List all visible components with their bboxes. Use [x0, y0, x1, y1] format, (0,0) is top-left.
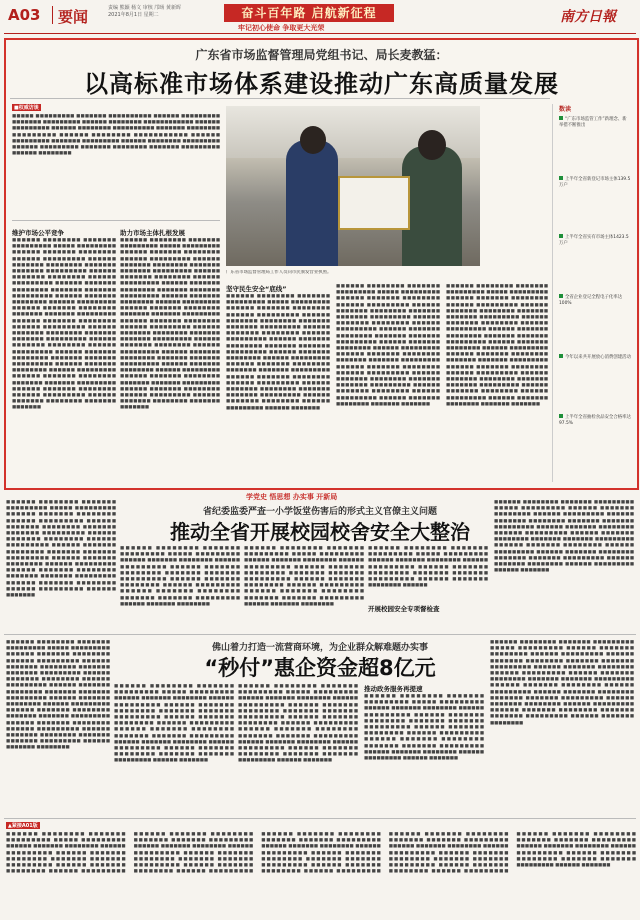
photo-citizen-head: [418, 130, 446, 160]
article3-body-column: ■■■■■■ ■■■■■■■■ ■■■■■■■ ■■■■■■■■■ ■■■■■ ■■■■■■■■■ ■■■■■■ ■■■■■■■ ■■■■■■■■ ■■■■■■ ■■■■■■■■■ ■■■■■■ ■■■■■■■ ■■■■■■■■ ■■■■■■■ ■■■■■■■ ■■■■■■■■■ ■■■■■■ ■■■■■■■ ■■■■■■■■ ■■■■■■ ■■■■■■■■■ ■■■■■■ ■■■■■■■ ■■■■■■■■ ■■■■■■■ ■■■■■■■ ■■■■■■■■■ ■■■■■■ ■■■■■■■ ■■■■■■■■ ■■■■■■ ■■■■■■■■■ ■■■■■■ ■■■■■■■ ■■■■■■■■ ■■■■■■■ ■■■■■■■ ■■■■■■■■■ ■■■■■■ ■■■■■■■: [114, 684, 234, 764]
photo-officer-head: [300, 126, 326, 154]
lead-photo: [226, 106, 480, 266]
lead-kicker: 广东省市场监督管理局党组书记、局长麦教猛：: [195, 48, 448, 62]
article3-body-column: ■■■■■■ ■■■■■■■■ ■■■■■■■ ■■■■■■■■■ ■■■■■ ■■■■■■■■■ ■■■■■■ ■■■■■■■ ■■■■■■■■ ■■■■■■ ■■■■■■■■■ ■■■■■■ ■■■■■■■ ■■■■■■■■ ■■■■■■■ ■■■■■■■ ■■■■■■■■■ ■■■■■■ ■■■■■■■ ■■■■■■■■ ■■■■■■ ■■■■■■■■■ ■■■■■■ ■■■■■■■ ■■■■■■■■ ■■■■■■■ ■■■■■■■ ■■■■■■■■■ ■■■■■■ ■■■■■■■ ■■■■■■■■ ■■■■■■ ■■■■■■■■■ ■■■■■■ ■■■■■■■: [364, 694, 484, 762]
bullet-icon: [559, 354, 563, 358]
lead-intro-text: ■■■■■ ■■■■■■■■■ ■■■■■■■ ■■■■■■■■■■ ■■■■■■ ■■■■■■■■■ ■■■■■■■ ■■■■■■■■■ ■■■■■■ ■■■■■■■■ ■■■■■■■■■■■■ ■■■■■■ ■■■■■■■■■ ■■■■■■ ■■■■■■■■ ■■■■■■■■■■ ■■■■■■■ ■■■■■■■■ ■■■■■■■■■ ■■■■■■ ■■■■■■■■ ■■■■■■■■■■■ ■■■■■■ ■■■■■■■■■ ■■■■■■■ ■■■■■■■■■ ■■■■■■ ■■■■■■■■ ■■■■■■■■■ ■■■■■■ ■■■■■■■■■ ■■■■■■■ ■■■■■■■■ ■■■■■■■ ■■■■■■■■■ ■■■■■■ ■■■■■■■■: [12, 114, 220, 157]
masthead-rule: [4, 33, 636, 34]
article3-headline: “秒付”惠企资金超8亿元: [204, 656, 436, 680]
bullet-icon: [559, 116, 563, 120]
bullet-icon: [559, 414, 563, 418]
data-sidebar: [552, 104, 633, 482]
campaign-banner: 奋斗百年路 启航新征程: [224, 4, 394, 22]
article3-left-column: ■■■■■■ ■■■■■■■■ ■■■■■■■ ■■■■■■■■■ ■■■■■ ■■■■■■■■■ ■■■■■■ ■■■■■■■ ■■■■■■■■ ■■■■■■ ■■■■■■■■■ ■■■■■■ ■■■■■■■ ■■■■■■■■ ■■■■■■■ ■■■■■■■ ■■■■■■■■■ ■■■■■■ ■■■■■■■ ■■■■■■■■ ■■■■■■ ■■■■■■■■■ ■■■■■■ ■■■■■■■ ■■■■■■■■ ■■■■■■■ ■■■■■■■ ■■■■■■■■■ ■■■■■■ ■■■■■■■ ■■■■■■■■ ■■■■■■ ■■■■■■■■■ ■■■■■■ ■■■■■■■ ■■■■■■■■ ■■■■■■■ ■■■■■■■ ■■■■■■■■■ ■■■■■■ ■■■■■■■ ■■■■■■■■ ■■■■■■ ■■■■■■■■■ ■■■■■■ ■■■■■■■ ■■■■■■■■ ■■■■■■■ ■■■■■■■ ■■■■■■■■■ ■■■■■■ ■■■■■■■ ■■■■■■■■: [6, 640, 110, 751]
article2-subheading: 开展校园安全专项督检查: [368, 605, 440, 613]
headline-rule: [10, 98, 550, 99]
masthead-meta: [108, 5, 181, 19]
sidebar-item: 上半年全省抽检食品安全合格率达97.5%: [559, 415, 631, 426]
article2-right-column: ■■■■■■ ■■■■■■■■ ■■■■■■■ ■■■■■■■■■ ■■■■■ ■■■■■■■■■ ■■■■■■ ■■■■■■■ ■■■■■■■■ ■■■■■■ ■■■■■■■■■ ■■■■■■ ■■■■■■■ ■■■■■■■■ ■■■■■■■ ■■■■■■■ ■■■■■■■■■ ■■■■■■ ■■■■■■■ ■■■■■■■■ ■■■■■■ ■■■■■■■■■ ■■■■■■ ■■■■■■■ ■■■■■■■■ ■■■■■■■ ■■■■■■■ ■■■■■■■■■ ■■■■■■ ■■■■■■■ ■■■■■■■■ ■■■■■■ ■■■■■■■■■ ■■■■■■ ■■■■■■■ ■■■■■■■■ ■■■■■■■ ■■■■■■■ ■■■■■■■■■ ■■■■■■ ■■■■■■■ ■■■■■■■■ ■■■■■■ ■■■■■■■■■ ■■■■■■ ■■■■■■■: [494, 500, 634, 574]
article3-kicker: 佛山着力打造一流营商环境，为企业群众解难题办实事: [211, 643, 428, 653]
subheading-fair-competition: 维护市场公平竞争: [12, 229, 64, 237]
intro-rule: [12, 220, 220, 221]
subheading-safety-bottom-line: 坚守民生安全“底线”: [226, 285, 287, 293]
campaign-slogan: 牢记初心使命 争取更大光荣: [238, 24, 325, 32]
sidebar-item: 上半年全省实有市场主体1423.5万户: [559, 235, 629, 246]
lead-article: [4, 38, 639, 490]
lead-body-column: ■■■■■■ ■■■■■■■■ ■■■■■■■ ■■■■■■■■■ ■■■■■ ■■■■■■■■■ ■■■■■■ ■■■■■■■ ■■■■■■■■ ■■■■■■ ■■■■■■■■■ ■■■■■■ ■■■■■■■ ■■■■■■■■ ■■■■■■■ ■■■■■■■ ■■■■■■■■■ ■■■■■■ ■■■■■■■ ■■■■■■■■ ■■■■■■ ■■■■■■■■■ ■■■■■■ ■■■■■■■ ■■■■■■■■ ■■■■■■■ ■■■■■■■ ■■■■■■■■■ ■■■■■■ ■■■■■■■ ■■■■■■■■ ■■■■■■ ■■■■■■■■■ ■■■■■■ ■■■■■■■ ■■■■■■■■ ■■■■■■■ ■■■■■■■ ■■■■■■■■■ ■■■■■■ ■■■■■■■ ■■■■■■■■ ■■■■■■ ■■■■■■■■■ ■■■■■■ ■■■■■■■ ■■■■■■■■ ■■■■■■■ ■■■■■■■ ■■■■■■■■■ ■■■■■■ ■■■■■■■ ■■■■■■■■ ■■■■■■ ■■■■■■■■■ ■■■■■■ ■■■■■■■: [226, 294, 330, 411]
sidebar-item: 今年以来共开展放心消费创建活动: [559, 354, 631, 408]
article2-left-column: ■■■■■■ ■■■■■■■■ ■■■■■■■ ■■■■■■■■■ ■■■■■ ■■■■■■■■■ ■■■■■■ ■■■■■■■ ■■■■■■■■ ■■■■■■ ■■■■■■■■■ ■■■■■■ ■■■■■■■ ■■■■■■■■ ■■■■■■■ ■■■■■■■ ■■■■■■■■■ ■■■■■■ ■■■■■■■ ■■■■■■■■ ■■■■■■ ■■■■■■■■■ ■■■■■■ ■■■■■■■ ■■■■■■■■ ■■■■■■■ ■■■■■■■ ■■■■■■■■■ ■■■■■■ ■■■■■■■ ■■■■■■■■ ■■■■■■ ■■■■■■■■■ ■■■■■■ ■■■■■■■ ■■■■■■■■ ■■■■■■■ ■■■■■■■ ■■■■■■■■■ ■■■■■■ ■■■■■■■ ■■■■■■■■ ■■■■■■ ■■■■■■■■■ ■■■■■■ ■■■■■■■: [6, 500, 116, 599]
sidebar-item: 全省企业登记全程电子化率达100%: [559, 295, 623, 306]
interview-tag: ■权威访谈: [14, 105, 39, 111]
article2-headline: 推动全省开展校园校舍安全大整治: [170, 520, 470, 544]
masthead-divider: [52, 6, 53, 24]
lead-body-column: ■■■■■■ ■■■■■■■■ ■■■■■■■ ■■■■■■■■■ ■■■■■ ■■■■■■■■■ ■■■■■■ ■■■■■■■ ■■■■■■■■ ■■■■■■ ■■■■■■■■■ ■■■■■■ ■■■■■■■ ■■■■■■■■ ■■■■■■■ ■■■■■■■ ■■■■■■■■■ ■■■■■■ ■■■■■■■ ■■■■■■■■ ■■■■■■ ■■■■■■■■■ ■■■■■■ ■■■■■■■ ■■■■■■■■ ■■■■■■■ ■■■■■■■ ■■■■■■■■■ ■■■■■■ ■■■■■■■ ■■■■■■■■ ■■■■■■ ■■■■■■■■■ ■■■■■■ ■■■■■■■ ■■■■■■■■ ■■■■■■■ ■■■■■■■ ■■■■■■■■■ ■■■■■■ ■■■■■■■ ■■■■■■■■ ■■■■■■ ■■■■■■■■■ ■■■■■■ ■■■■■■■ ■■■■■■■■ ■■■■■■■ ■■■■■■■ ■■■■■■■■■ ■■■■■■ ■■■■■■■ ■■■■■■■■ ■■■■■■ ■■■■■■■■■ ■■■■■■ ■■■■■■■ ■■■■■■■■ ■■■■■■■ ■■■■■■■: [446, 284, 548, 407]
photo-citizen-figure: [402, 146, 462, 266]
photo-officer-figure: [286, 140, 338, 266]
bullet-icon: [559, 234, 563, 238]
bullet-icon: [559, 176, 563, 180]
article2-body-column: ■■■■■■ ■■■■■■■■ ■■■■■■■ ■■■■■■■■■ ■■■■■ ■■■■■■■■■ ■■■■■■ ■■■■■■■ ■■■■■■■■ ■■■■■■ ■■■■■■■■■ ■■■■■■ ■■■■■■■ ■■■■■■■■ ■■■■■■■ ■■■■■■■ ■■■■■■■■■ ■■■■■■ ■■■■■■■ ■■■■■■■■ ■■■■■■ ■■■■■■■■■ ■■■■■■ ■■■■■■■ ■■■■■■■■ ■■■■■■■ ■■■■■■■ ■■■■■■■■■ ■■■■■■ ■■■■■■■ ■■■■■■■■: [244, 546, 364, 607]
article3-body-column: ■■■■■■ ■■■■■■■■ ■■■■■■■ ■■■■■■■■■ ■■■■■ ■■■■■■■■■ ■■■■■■ ■■■■■■■ ■■■■■■■■ ■■■■■■ ■■■■■■■■■ ■■■■■■ ■■■■■■■ ■■■■■■■■ ■■■■■■■ ■■■■■■■ ■■■■■■■■■ ■■■■■■ ■■■■■■■ ■■■■■■■■ ■■■■■■ ■■■■■■■■■ ■■■■■■ ■■■■■■■ ■■■■■■■■ ■■■■■■■ ■■■■■■■ ■■■■■■■■■ ■■■■■■ ■■■■■■■ ■■■■■■■■ ■■■■■■ ■■■■■■■■■ ■■■■■■ ■■■■■■■ ■■■■■■■■ ■■■■■■■ ■■■■■■■ ■■■■■■■■■ ■■■■■■ ■■■■■■■: [238, 684, 358, 764]
newspaper-logo: 南方日報: [560, 9, 616, 25]
section-name: 要闻: [58, 8, 89, 26]
photo-business-license: [338, 176, 410, 230]
sidebar-title: 数读: [559, 106, 572, 113]
lead-body-column: ■■■■■■ ■■■■■■■■ ■■■■■■■ ■■■■■■■■■ ■■■■■ ■■■■■■■■■ ■■■■■■ ■■■■■■■ ■■■■■■■■ ■■■■■■ ■■■■■■■■■ ■■■■■■ ■■■■■■■ ■■■■■■■■ ■■■■■■■ ■■■■■■■ ■■■■■■■■■ ■■■■■■ ■■■■■■■ ■■■■■■■■ ■■■■■■ ■■■■■■■■■ ■■■■■■ ■■■■■■■ ■■■■■■■■ ■■■■■■■ ■■■■■■■ ■■■■■■■■■ ■■■■■■ ■■■■■■■ ■■■■■■■■ ■■■■■■ ■■■■■■■■■ ■■■■■■ ■■■■■■■ ■■■■■■■■ ■■■■■■■ ■■■■■■■ ■■■■■■■■■ ■■■■■■ ■■■■■■■ ■■■■■■■■ ■■■■■■ ■■■■■■■■■ ■■■■■■ ■■■■■■■ ■■■■■■■■ ■■■■■■■ ■■■■■■■ ■■■■■■■■■ ■■■■■■ ■■■■■■■ ■■■■■■■■ ■■■■■■ ■■■■■■■■■ ■■■■■■ ■■■■■■■ ■■■■■■■■ ■■■■■■■ ■■■■■■■: [336, 284, 440, 407]
article2-kicker: 省纪委监委严查一小学饭堂伤害后的形式主义官僚主义问题: [202, 507, 437, 517]
article3-right-column: ■■■■■■ ■■■■■■■■ ■■■■■■■ ■■■■■■■■■ ■■■■■ ■■■■■■■■■ ■■■■■■ ■■■■■■■ ■■■■■■■■ ■■■■■■ ■■■■■■■■■ ■■■■■■ ■■■■■■■ ■■■■■■■■ ■■■■■■■ ■■■■■■■ ■■■■■■■■■ ■■■■■■ ■■■■■■■ ■■■■■■■■ ■■■■■■ ■■■■■■■■■ ■■■■■■ ■■■■■■■ ■■■■■■■■ ■■■■■■■ ■■■■■■■ ■■■■■■■■■ ■■■■■■ ■■■■■■■ ■■■■■■■■ ■■■■■■ ■■■■■■■■■ ■■■■■■ ■■■■■■■ ■■■■■■■■ ■■■■■■■ ■■■■■■■ ■■■■■■■■■ ■■■■■■ ■■■■■■■ ■■■■■■■■ ■■■■■■ ■■■■■■■■■ ■■■■■■ ■■■■■■■ ■■■■■■■■ ■■■■■■■ ■■■■■■■ ■■■■■■■■■ ■■■■■■ ■■■■■■■ ■■■■■■■■: [490, 640, 634, 726]
bullet-icon: [559, 294, 563, 298]
party-history-strip: 学党史 悟思想 办实事 开新局: [246, 493, 338, 501]
article3-subheading: 推动政务服务再提速: [364, 685, 423, 693]
subheading-market-entities: 助力市场主体扎根发展: [120, 229, 185, 237]
lead-headline: 以高标准市场体系建设推动广东高质量发展: [84, 70, 559, 98]
photo-caption: 广东省市场监督管理局工作人员向市民颁发营业执照。: [226, 270, 332, 275]
continuation-text: ■■■■■■ ■■■■■■■■ ■■■■■■■ ■■■■■■■■■ ■■■■■ ■■■■■■■■■ ■■■■■■ ■■■■■■■ ■■■■■■■■ ■■■■■■ ■■■■■■■■■ ■■■■■■ ■■■■■■■ ■■■■■■■■ ■■■■■■■ ■■■■■■■ ■■■■■■■■■ ■■■■■■ ■■■■■■■ ■■■■■■■■ ■■■■■■ ■■■■■■■■■ ■■■■■■ ■■■■■■■ ■■■■■■■■ ■■■■■■■ ■■■■■■■ ■■■■■■■■■ ■■■■■■ ■■■■■■■ ■■■■■■■■ ■■■■■■ ■■■■■■■■■ ■■■■■■ ■■■■■■■ ■■■■■■■■ ■■■■■■■ ■■■■■■■ ■■■■■■■■■ ■■■■■■ ■■■■■■■ ■■■■■■■■ ■■■■■■ ■■■■■■■■■ ■■■■■■ ■■■■■■■ ■■■■■■■■ ■■■■■■■ ■■■■■■■ ■■■■■■■■■ ■■■■■■ ■■■■■■■ ■■■■■■■■ ■■■■■■ ■■■■■■■■■ ■■■■■■ ■■■■■■■ ■■■■■■■■ ■■■■■■■ ■■■■■■■ ■■■■■■■■■ ■■■■■■ ■■■■■■■ ■■■■■■■■ ■■■■■■ ■■■■■■■■■ ■■■■■■ ■■■■■■■ ■■■■■■■■ ■■■■■■■ ■■■■■■■ ■■■■■■■■■ ■■■■■■ ■■■■■■■ ■■■■■■■■ ■■■■■■ ■■■■■■■■■ ■■■■■■ ■■■■■■■ ■■■■■■■■ ■■■■■■■ ■■■■■■■ ■■■■■■■■■ ■■■■■■ ■■■■■■■ ■■■■■■■■ ■■■■■■ ■■■■■■■■■ ■■■■■■ ■■■■■■■ ■■■■■■■■ ■■■■■■■ ■■■■■■■ ■■■■■■■■■ ■■■■■■ ■■■■■■■ ■■■■■■■■ ■■■■■■ ■■■■■■■■■ ■■■■■■ ■■■■■■■ ■■■■■■■■ ■■■■■■■ ■■■■■■■ ■■■■■■■■■ ■■■■■■ ■■■■■■■: [6, 832, 636, 875]
sidebar-item: 上半年全省新登记市场主体139.5万户: [559, 177, 631, 188]
article2-body-column: ■■■■■■ ■■■■■■■■ ■■■■■■■ ■■■■■■■■■ ■■■■■ ■■■■■■■■■ ■■■■■■ ■■■■■■■ ■■■■■■■■ ■■■■■■ ■■■■■■■■■ ■■■■■■ ■■■■■■■ ■■■■■■■■ ■■■■■■■ ■■■■■■■ ■■■■■■■■■ ■■■■■■ ■■■■■■■ ■■■■■■■■ ■■■■■■: [368, 546, 488, 589]
meta-date: 2021年8月1日 星期二: [108, 12, 159, 18]
sidebar-item: “广东市场监管工作”新理念、新举措不断推出: [559, 117, 627, 128]
lead-body-column: ■■■■■■ ■■■■■■■■ ■■■■■■■ ■■■■■■■■■ ■■■■■ ■■■■■■■■■ ■■■■■■ ■■■■■■■ ■■■■■■■■ ■■■■■■ ■■■■■■■■■ ■■■■■■ ■■■■■■■ ■■■■■■■■ ■■■■■■■ ■■■■■■■ ■■■■■■■■■ ■■■■■■ ■■■■■■■ ■■■■■■■■ ■■■■■■ ■■■■■■■■■ ■■■■■■ ■■■■■■■ ■■■■■■■■ ■■■■■■■ ■■■■■■■ ■■■■■■■■■ ■■■■■■ ■■■■■■■ ■■■■■■■■ ■■■■■■ ■■■■■■■■■ ■■■■■■ ■■■■■■■ ■■■■■■■■ ■■■■■■■ ■■■■■■■ ■■■■■■■■■ ■■■■■■ ■■■■■■■ ■■■■■■■■ ■■■■■■ ■■■■■■■■■ ■■■■■■ ■■■■■■■ ■■■■■■■■ ■■■■■■■ ■■■■■■■ ■■■■■■■■■ ■■■■■■ ■■■■■■■ ■■■■■■■■ ■■■■■■ ■■■■■■■■■ ■■■■■■ ■■■■■■■ ■■■■■■■■ ■■■■■■■ ■■■■■■■ ■■■■■■■■■ ■■■■■■ ■■■■■■■ ■■■■■■■■ ■■■■■■ ■■■■■■■■■ ■■■■■■ ■■■■■■■ ■■■■■■■■ ■■■■■■■ ■■■■■■■ ■■■■■■■■■ ■■■■■■ ■■■■■■■ ■■■■■■■■ ■■■■■■ ■■■■■■■■■ ■■■■■■ ■■■■■■■ ■■■■■■■■ ■■■■■■■ ■■■■■■■: [12, 238, 116, 411]
continued-tag: ▲紧接A01版: [8, 823, 38, 829]
bottom-divider: [4, 818, 636, 819]
page-code: A03: [8, 6, 41, 24]
article2-body-column: ■■■■■■ ■■■■■■■■ ■■■■■■■ ■■■■■■■■■ ■■■■■ ■■■■■■■■■ ■■■■■■ ■■■■■■■ ■■■■■■■■ ■■■■■■ ■■■■■■■■■ ■■■■■■ ■■■■■■■ ■■■■■■■■ ■■■■■■■ ■■■■■■■ ■■■■■■■■■ ■■■■■■ ■■■■■■■ ■■■■■■■■ ■■■■■■ ■■■■■■■■■ ■■■■■■ ■■■■■■■ ■■■■■■■■ ■■■■■■■ ■■■■■■■ ■■■■■■■■■ ■■■■■■ ■■■■■■■ ■■■■■■■■: [120, 546, 240, 607]
meta-editors: 责编 熊颖 杨文 审核 邝旸 黄新晖: [108, 5, 181, 11]
lead-body-column: ■■■■■■ ■■■■■■■■ ■■■■■■■ ■■■■■■■■■ ■■■■■ ■■■■■■■■■ ■■■■■■ ■■■■■■■ ■■■■■■■■ ■■■■■■ ■■■■■■■■■ ■■■■■■ ■■■■■■■ ■■■■■■■■ ■■■■■■■ ■■■■■■■ ■■■■■■■■■ ■■■■■■ ■■■■■■■ ■■■■■■■■ ■■■■■■ ■■■■■■■■■ ■■■■■■ ■■■■■■■ ■■■■■■■■ ■■■■■■■ ■■■■■■■ ■■■■■■■■■ ■■■■■■ ■■■■■■■ ■■■■■■■■ ■■■■■■ ■■■■■■■■■ ■■■■■■ ■■■■■■■ ■■■■■■■■ ■■■■■■■ ■■■■■■■ ■■■■■■■■■ ■■■■■■ ■■■■■■■ ■■■■■■■■ ■■■■■■ ■■■■■■■■■ ■■■■■■ ■■■■■■■ ■■■■■■■■ ■■■■■■■ ■■■■■■■ ■■■■■■■■■ ■■■■■■ ■■■■■■■ ■■■■■■■■ ■■■■■■ ■■■■■■■■■ ■■■■■■ ■■■■■■■ ■■■■■■■■ ■■■■■■■ ■■■■■■■ ■■■■■■■■■ ■■■■■■ ■■■■■■■ ■■■■■■■■ ■■■■■■ ■■■■■■■■■ ■■■■■■ ■■■■■■■ ■■■■■■■■ ■■■■■■■ ■■■■■■■ ■■■■■■■■■ ■■■■■■ ■■■■■■■ ■■■■■■■■ ■■■■■■ ■■■■■■■■■ ■■■■■■ ■■■■■■■ ■■■■■■■■ ■■■■■■■ ■■■■■■■: [120, 238, 220, 411]
article-divider: [4, 634, 636, 635]
